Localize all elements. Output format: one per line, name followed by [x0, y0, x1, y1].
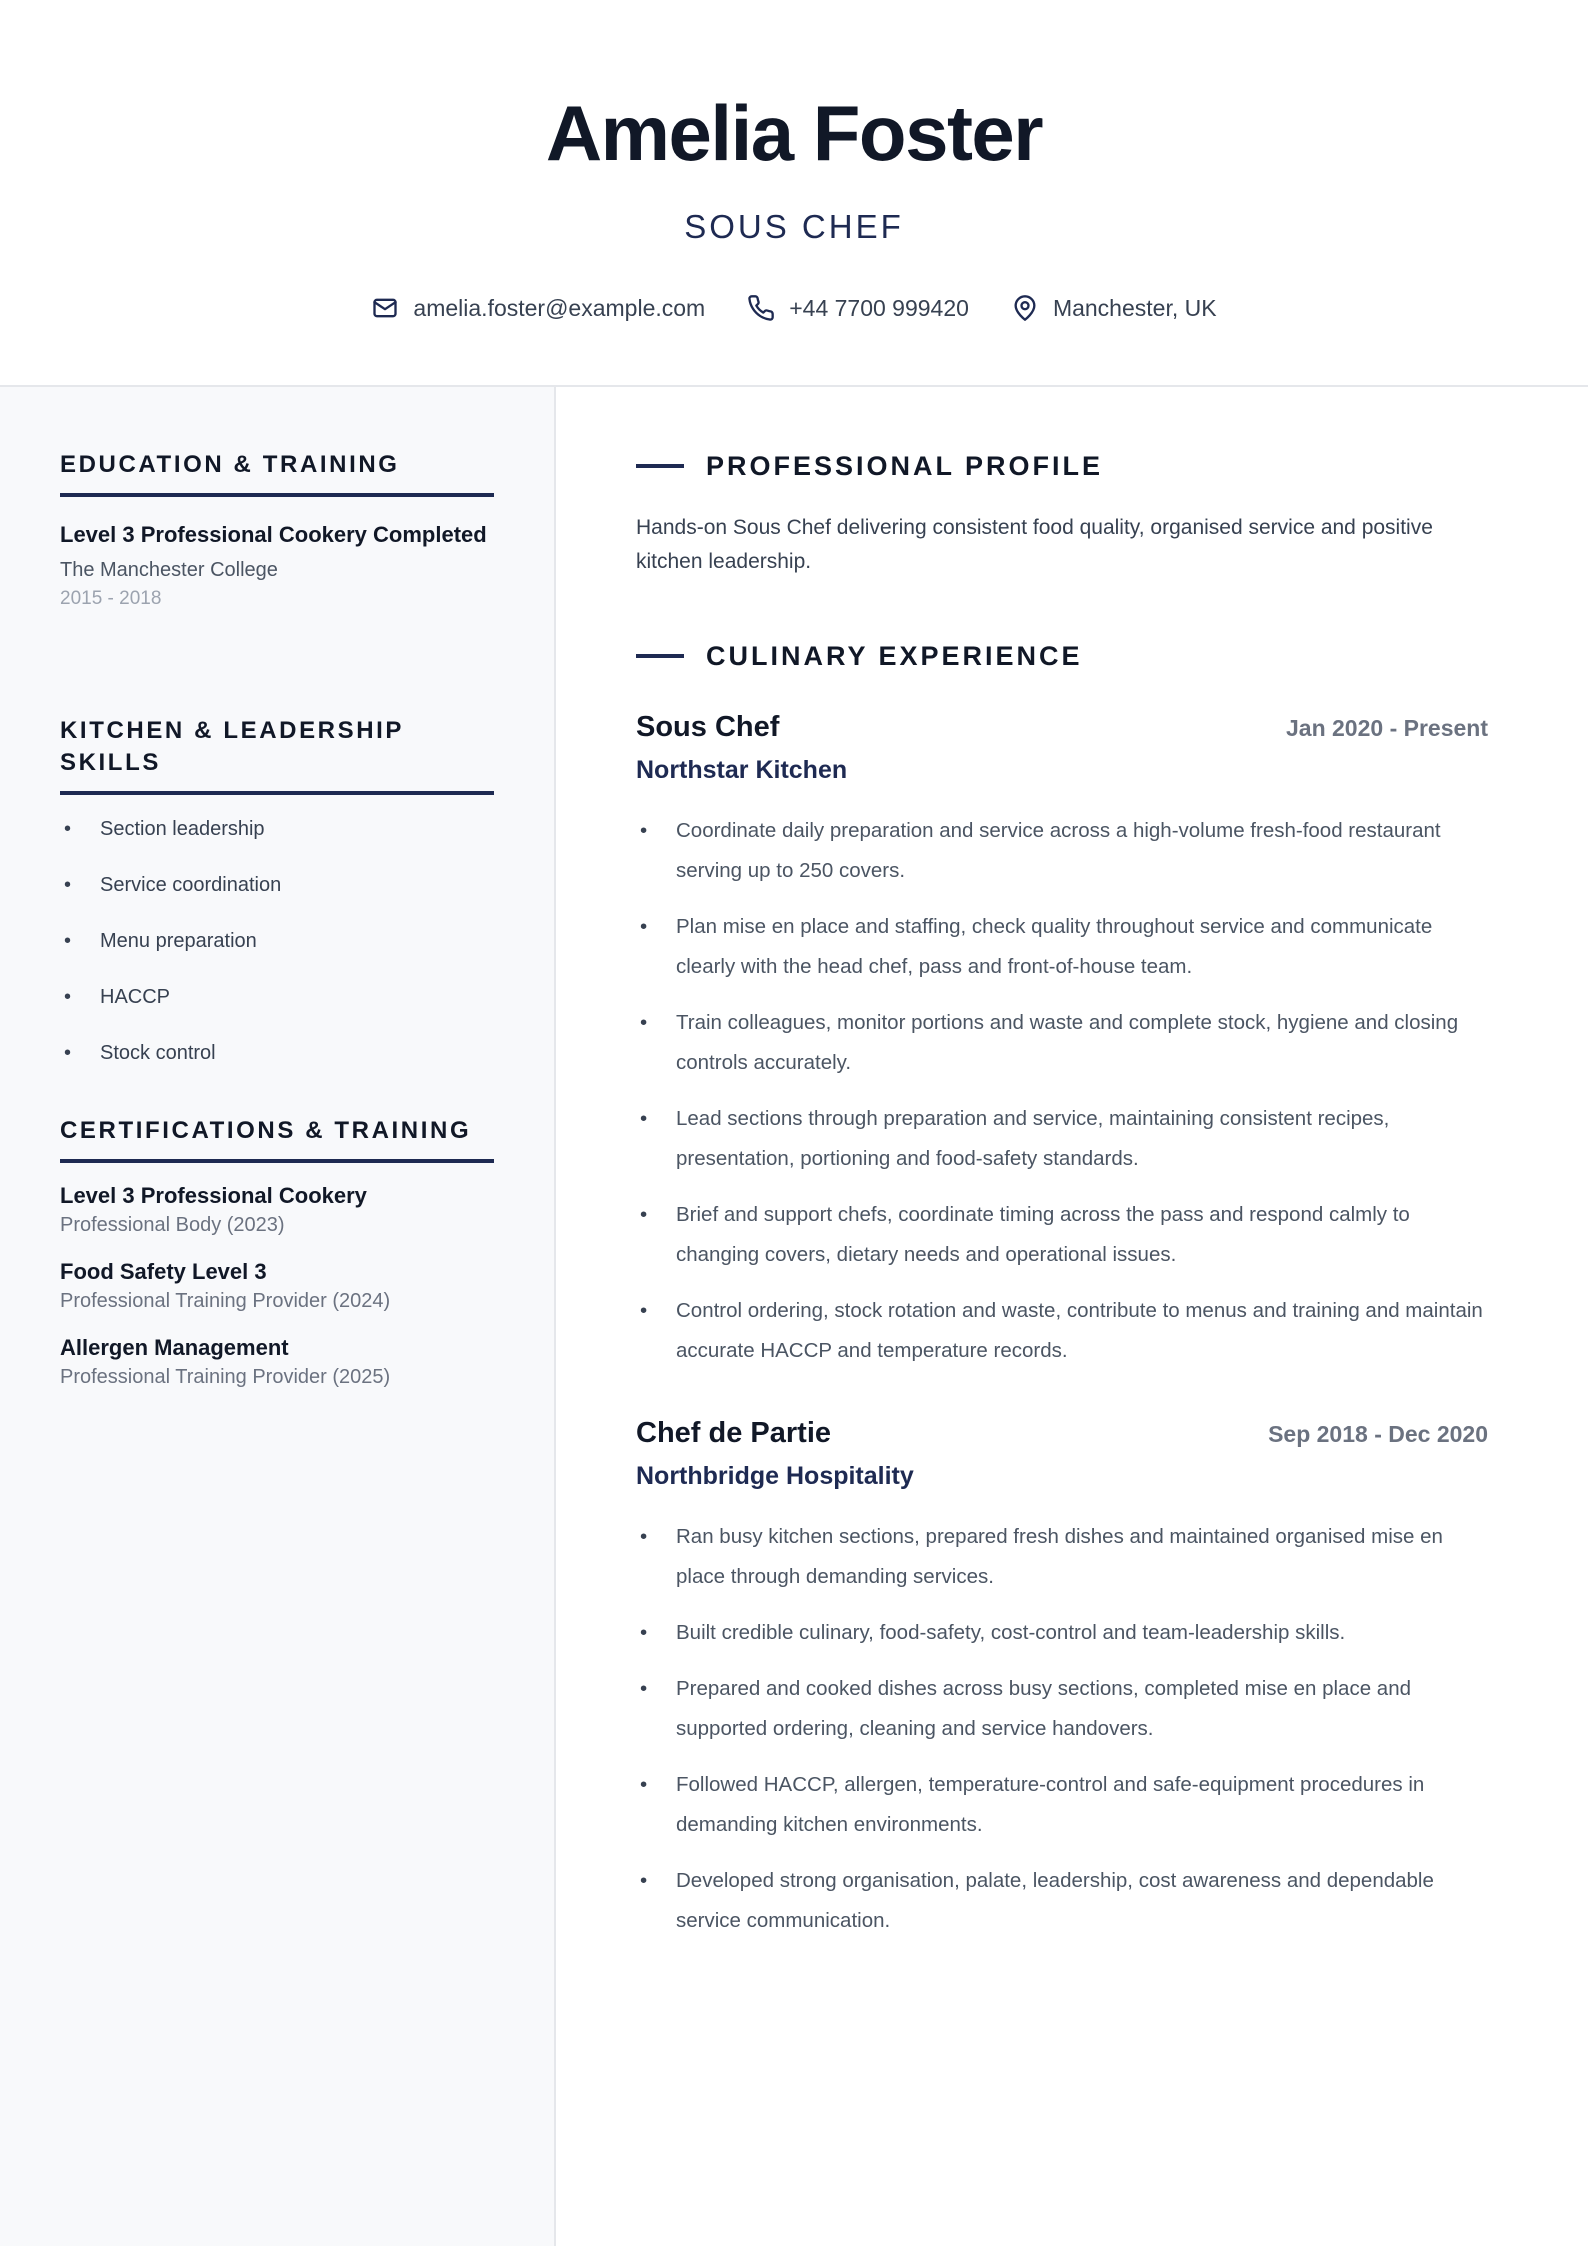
certifications-title: CERTIFICATIONS & TRAINING [60, 1115, 494, 1163]
job-role: SOUS CHEF [684, 208, 904, 245]
job-header [636, 709, 1488, 745]
list-item: • Brief and support chefs, coordinate timing across the pass and respond calmly to changing covers, dietary needs and operational issues. [636, 1195, 1488, 1275]
certification-item [60, 1333, 494, 1391]
list-item: • Built credible culinary, food-safety, cost-control and team-leadership skills. [636, 1613, 1488, 1653]
phone-icon [747, 294, 775, 322]
job-bullets [636, 1517, 1488, 1941]
list-item: • Section leadership [60, 815, 494, 843]
skills-section [60, 715, 494, 1095]
list-item: • Menu preparation [60, 927, 494, 955]
heading-rule [636, 654, 684, 658]
skills-title: KITCHEN & LEADERSHIP SKILLS [60, 715, 494, 795]
job-entry [636, 1415, 1488, 1957]
contact-location [1011, 290, 1217, 326]
map-pin-icon [1011, 294, 1039, 322]
certification-name: Allergen Management [60, 1335, 289, 1360]
profile-summary: Hands-on Sous Chef delivering consistent food quality, organised service and positive kitchen leadership. [636, 516, 1433, 573]
contact-bar [0, 290, 1588, 326]
contact-phone[interactable] [747, 290, 969, 326]
list-item: • Coordinate daily preparation and service across a high-volume fresh-food restaurant serving up to 250 covers. [636, 811, 1488, 891]
list-item: • Lead sections through preparation and service, maintaining consistent recipes, presentation, portioning and food-safety standards. [636, 1099, 1488, 1179]
mail-icon [371, 294, 399, 322]
certifications-section [60, 1115, 494, 1391]
phone-text: +44 7700 999420 [789, 295, 969, 321]
experience-title: CULINARY EXPERIENCE [706, 641, 1083, 671]
list-item: • Followed HACCP, allergen, temperature-control and safe-equipment procedures in demanding kitchen environments. [636, 1765, 1488, 1845]
skills-list [60, 815, 494, 1067]
resume-header [0, 0, 1588, 387]
certification-item [60, 1181, 494, 1239]
job-company: Northbridge Hospitality [636, 1462, 914, 1490]
job-company: Northstar Kitchen [636, 756, 848, 784]
sidebar [0, 387, 556, 2246]
heading-rule [636, 464, 684, 468]
job-dates: Jan 2020 - Present [1285, 715, 1488, 741]
job-header [636, 1415, 1488, 1451]
certification-org: Professional Training Provider (2025) [60, 1366, 391, 1388]
list-item: • Ran busy kitchen sections, prepared fresh dishes and maintained organised mise en place through demanding services. [636, 1517, 1488, 1597]
list-item: • Service coordination [60, 871, 494, 899]
list-item: • Prepared and cooked dishes across busy sections, completed mise en place and supported ordering, cleaning and service handovers. [636, 1669, 1488, 1749]
certification-name: Food Safety Level 3 [60, 1259, 267, 1284]
certification-org: Professional Training Provider (2024) [60, 1290, 391, 1312]
list-item: • Train colleagues, monitor portions and waste and complete stock, hygiene and closing controls accurately. [636, 1003, 1488, 1083]
certification-item [60, 1257, 494, 1315]
job-bullets [636, 811, 1488, 1371]
certification-name: Level 3 Professional Cookery [60, 1183, 367, 1208]
job-dates: Sep 2018 - Dec 2020 [1268, 1421, 1488, 1447]
education-title: EDUCATION & TRAINING [60, 449, 494, 497]
job-title: Chef de Partie [636, 1417, 831, 1449]
education-section [60, 449, 494, 613]
list-item: • Stock control [60, 1039, 494, 1067]
profile-title: PROFESSIONAL PROFILE [706, 451, 1104, 481]
education-degree: Level 3 Professional Cookery Completed [60, 522, 487, 547]
contact-email[interactable] [371, 290, 705, 326]
location-text: Manchester, UK [1052, 295, 1217, 321]
candidate-name: Amelia Foster [545, 89, 1043, 177]
list-item: • HACCP [60, 983, 494, 1011]
list-item: • Control ordering, stock rotation and waste, contribute to menus and training and maintain accurate HACCP and temperature records. [636, 1291, 1488, 1371]
experience-heading [636, 638, 1083, 674]
list-item: • Developed strong organisation, palate, leadership, cost awareness and dependable service communication. [636, 1861, 1488, 1941]
education-school: The Manchester College [60, 559, 278, 581]
job-entry [636, 709, 1488, 1387]
certification-org: Professional Body (2023) [60, 1214, 285, 1236]
email-text: amelia.foster@example.com [413, 295, 706, 321]
job-title: Sous Chef [636, 711, 780, 743]
profile-heading [636, 448, 1103, 484]
education-years: 2015 - 2018 [60, 588, 162, 609]
list-item: • Plan mise en place and staffing, check quality throughout service and communicate clearly with the head chef, pass and front-of-house team. [636, 907, 1488, 987]
